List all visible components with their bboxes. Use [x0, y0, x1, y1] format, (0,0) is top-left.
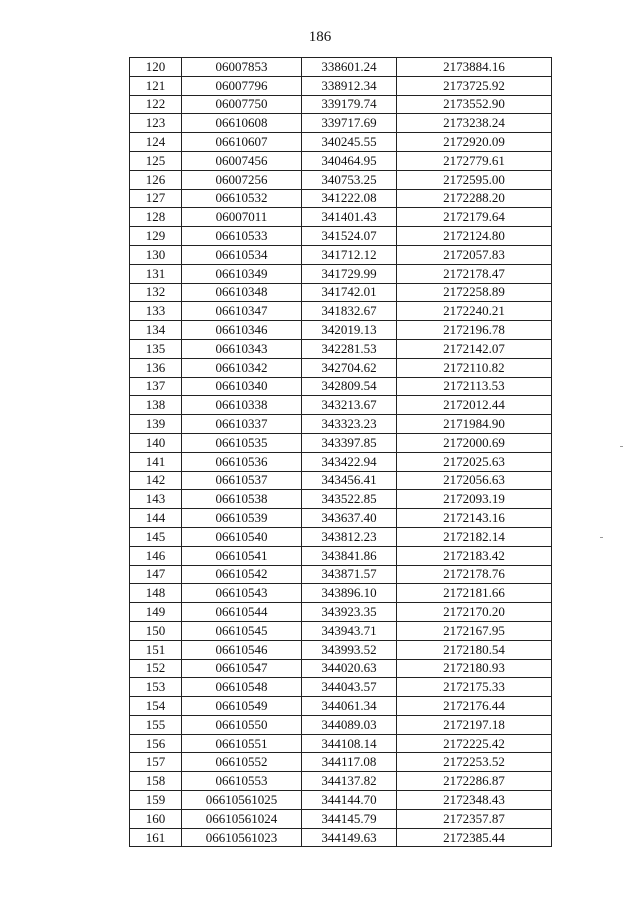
point-number-cell: 156: [130, 734, 182, 753]
object-code-cell: 06610349: [182, 264, 302, 283]
y-coordinate-cell: 2172012.44: [397, 396, 552, 415]
y-coordinate-cell: 2172025.63: [397, 452, 552, 471]
y-coordinate-cell: 2172240.21: [397, 302, 552, 321]
table-row: [130, 170, 552, 189]
point-number-cell: 141: [130, 452, 182, 471]
point-number-cell: 145: [130, 527, 182, 546]
table-row: [130, 245, 552, 264]
x-coordinate-cell: 340753.25: [302, 170, 397, 189]
x-coordinate-cell: 342809.54: [302, 377, 397, 396]
x-coordinate-cell: 343871.57: [302, 565, 397, 584]
object-code-cell: 06007456: [182, 151, 302, 170]
x-coordinate-cell: 343522.85: [302, 490, 397, 509]
x-coordinate-cell: 343397.85: [302, 433, 397, 452]
x-coordinate-cell: 342019.13: [302, 321, 397, 340]
object-code-cell: 06610542: [182, 565, 302, 584]
object-code-cell: 06610535: [182, 433, 302, 452]
y-coordinate-cell: 2172167.95: [397, 621, 552, 640]
x-coordinate-cell: 344144.70: [302, 791, 397, 810]
y-coordinate-cell: 2172182.14: [397, 527, 552, 546]
y-coordinate-cell: 2172178.76: [397, 565, 552, 584]
y-coordinate-cell: 2172225.42: [397, 734, 552, 753]
table-row: [130, 828, 552, 847]
x-coordinate-cell: 338912.34: [302, 76, 397, 95]
object-code-cell: 06610553: [182, 772, 302, 791]
table-row: [130, 791, 552, 810]
point-number-cell: 152: [130, 659, 182, 678]
point-number-cell: 151: [130, 640, 182, 659]
y-coordinate-cell: 2172057.83: [397, 245, 552, 264]
point-number-cell: 158: [130, 772, 182, 791]
table-row: [130, 151, 552, 170]
point-number-cell: 160: [130, 809, 182, 828]
object-code-cell: 06610543: [182, 584, 302, 603]
x-coordinate-cell: 341832.67: [302, 302, 397, 321]
object-code-cell: 06610550: [182, 715, 302, 734]
y-coordinate-cell: 2172258.89: [397, 283, 552, 302]
x-coordinate-cell: 344145.79: [302, 809, 397, 828]
y-coordinate-cell: 2172142.07: [397, 339, 552, 358]
table-row: [130, 396, 552, 415]
point-number-cell: 133: [130, 302, 182, 321]
y-coordinate-cell: 2172170.20: [397, 603, 552, 622]
table-row: [130, 471, 552, 490]
x-coordinate-cell: 339179.74: [302, 95, 397, 114]
table-row: [130, 715, 552, 734]
point-number-cell: 124: [130, 133, 182, 152]
point-number-cell: 137: [130, 377, 182, 396]
object-code-cell: 06007011: [182, 208, 302, 227]
table-row: [130, 546, 552, 565]
y-coordinate-cell: 2172181.66: [397, 584, 552, 603]
object-code-cell: 06610546: [182, 640, 302, 659]
point-number-cell: 123: [130, 114, 182, 133]
table-row: [130, 321, 552, 340]
x-coordinate-cell: 342281.53: [302, 339, 397, 358]
x-coordinate-cell: 341712.12: [302, 245, 397, 264]
y-coordinate-cell: 2172348.43: [397, 791, 552, 810]
table-row: [130, 565, 552, 584]
y-coordinate-cell: 2172180.93: [397, 659, 552, 678]
point-number-cell: 127: [130, 189, 182, 208]
point-number-cell: 128: [130, 208, 182, 227]
point-number-cell: 146: [130, 546, 182, 565]
y-coordinate-cell: 2172056.63: [397, 471, 552, 490]
object-code-cell: 06007796: [182, 76, 302, 95]
x-coordinate-cell: 343923.35: [302, 603, 397, 622]
x-coordinate-cell: 343896.10: [302, 584, 397, 603]
y-coordinate-cell: 2172176.44: [397, 697, 552, 716]
x-coordinate-cell: 343841.86: [302, 546, 397, 565]
coordinates-table-container: [129, 57, 552, 847]
object-code-cell: 06610540: [182, 527, 302, 546]
object-code-cell: 06610549: [182, 697, 302, 716]
x-coordinate-cell: 340245.55: [302, 133, 397, 152]
table-row: [130, 584, 552, 603]
table-row: [130, 640, 552, 659]
table-row: [130, 659, 552, 678]
object-code-cell: 06610342: [182, 358, 302, 377]
x-coordinate-cell: 344108.14: [302, 734, 397, 753]
point-number-cell: 147: [130, 565, 182, 584]
x-coordinate-cell: 341222.08: [302, 189, 397, 208]
y-coordinate-cell: 2171984.90: [397, 415, 552, 434]
y-coordinate-cell: 2173238.24: [397, 114, 552, 133]
point-number-cell: 126: [130, 170, 182, 189]
table-row: [130, 527, 552, 546]
y-coordinate-cell: 2172595.00: [397, 170, 552, 189]
point-number-cell: 132: [130, 283, 182, 302]
table-row: [130, 189, 552, 208]
y-coordinate-cell: 2172180.54: [397, 640, 552, 659]
x-coordinate-cell: 343812.23: [302, 527, 397, 546]
y-coordinate-cell: 2172288.20: [397, 189, 552, 208]
point-number-cell: 129: [130, 227, 182, 246]
table-row: [130, 264, 552, 283]
table-row: [130, 95, 552, 114]
y-coordinate-cell: 2172110.82: [397, 358, 552, 377]
table-row: [130, 76, 552, 95]
point-number-cell: 150: [130, 621, 182, 640]
x-coordinate-cell: 344149.63: [302, 828, 397, 847]
point-number-cell: 157: [130, 753, 182, 772]
y-coordinate-cell: 2172143.16: [397, 509, 552, 528]
table-row: [130, 358, 552, 377]
x-coordinate-cell: 338601.24: [302, 58, 397, 77]
point-number-cell: 159: [130, 791, 182, 810]
point-number-cell: 143: [130, 490, 182, 509]
x-coordinate-cell: 344061.34: [302, 697, 397, 716]
y-coordinate-cell: 2172779.61: [397, 151, 552, 170]
y-coordinate-cell: 2172093.19: [397, 490, 552, 509]
object-code-cell: 06610541: [182, 546, 302, 565]
object-code-cell: 06610608: [182, 114, 302, 133]
point-number-cell: 139: [130, 415, 182, 434]
x-coordinate-cell: 343213.67: [302, 396, 397, 415]
table-row: [130, 208, 552, 227]
y-coordinate-cell: 2173884.16: [397, 58, 552, 77]
object-code-cell: 06610338: [182, 396, 302, 415]
x-coordinate-cell: 344020.63: [302, 659, 397, 678]
y-coordinate-cell: 2172196.78: [397, 321, 552, 340]
point-number-cell: 140: [130, 433, 182, 452]
object-code-cell: 06610533: [182, 227, 302, 246]
table-row: [130, 58, 552, 77]
object-code-cell: 06007256: [182, 170, 302, 189]
y-coordinate-cell: 2172000.69: [397, 433, 552, 452]
point-number-cell: 144: [130, 509, 182, 528]
point-number-cell: 161: [130, 828, 182, 847]
object-code-cell: 06610538: [182, 490, 302, 509]
object-code-cell: 06007750: [182, 95, 302, 114]
object-code-cell: 06610337: [182, 415, 302, 434]
point-number-cell: 148: [130, 584, 182, 603]
point-number-cell: 121: [130, 76, 182, 95]
point-number-cell: 131: [130, 264, 182, 283]
table-row: [130, 415, 552, 434]
x-coordinate-cell: 344089.03: [302, 715, 397, 734]
object-code-cell: 06610537: [182, 471, 302, 490]
table-row: [130, 433, 552, 452]
point-number-cell: 155: [130, 715, 182, 734]
object-code-cell: 06610346: [182, 321, 302, 340]
x-coordinate-cell: 339717.69: [302, 114, 397, 133]
table-row: [130, 114, 552, 133]
y-coordinate-cell: 2172124.80: [397, 227, 552, 246]
table-row: [130, 283, 552, 302]
point-number-cell: 135: [130, 339, 182, 358]
object-code-cell: 06610532: [182, 189, 302, 208]
point-number-cell: 125: [130, 151, 182, 170]
table-row: [130, 227, 552, 246]
y-coordinate-cell: 2172253.52: [397, 753, 552, 772]
x-coordinate-cell: 343323.23: [302, 415, 397, 434]
point-number-cell: 154: [130, 697, 182, 716]
table-row: [130, 452, 552, 471]
point-number-cell: 142: [130, 471, 182, 490]
point-number-cell: 153: [130, 678, 182, 697]
y-coordinate-cell: 2172183.42: [397, 546, 552, 565]
table-row: [130, 603, 552, 622]
x-coordinate-cell: 342704.62: [302, 358, 397, 377]
object-code-cell: 06610561023: [182, 828, 302, 847]
x-coordinate-cell: 344117.08: [302, 753, 397, 772]
y-coordinate-cell: 2172175.33: [397, 678, 552, 697]
table-row: [130, 302, 552, 321]
y-coordinate-cell: 2172286.87: [397, 772, 552, 791]
object-code-cell: 06610536: [182, 452, 302, 471]
object-code-cell: 06610548: [182, 678, 302, 697]
object-code-cell: 06610547: [182, 659, 302, 678]
table-row: [130, 697, 552, 716]
y-coordinate-cell: 2172197.18: [397, 715, 552, 734]
x-coordinate-cell: 343637.40: [302, 509, 397, 528]
y-coordinate-cell: 2173725.92: [397, 76, 552, 95]
table-row: [130, 377, 552, 396]
coordinates-table: [129, 57, 552, 847]
point-number-cell: 122: [130, 95, 182, 114]
x-coordinate-cell: 341742.01: [302, 283, 397, 302]
x-coordinate-cell: 344137.82: [302, 772, 397, 791]
margin-mark: [620, 446, 623, 447]
y-coordinate-cell: 2172179.64: [397, 208, 552, 227]
point-number-cell: 120: [130, 58, 182, 77]
table-row: [130, 734, 552, 753]
object-code-cell: 06610343: [182, 339, 302, 358]
table-row: [130, 490, 552, 509]
y-coordinate-cell: 2172920.09: [397, 133, 552, 152]
table-row: [130, 678, 552, 697]
margin-mark: [600, 537, 603, 538]
x-coordinate-cell: 343943.71: [302, 621, 397, 640]
object-code-cell: 06610348: [182, 283, 302, 302]
object-code-cell: 06610545: [182, 621, 302, 640]
object-code-cell: 06610552: [182, 753, 302, 772]
x-coordinate-cell: 344043.57: [302, 678, 397, 697]
x-coordinate-cell: 343422.94: [302, 452, 397, 471]
table-row: [130, 753, 552, 772]
point-number-cell: 149: [130, 603, 182, 622]
x-coordinate-cell: 343993.52: [302, 640, 397, 659]
table-row: [130, 621, 552, 640]
point-number-cell: 130: [130, 245, 182, 264]
object-code-cell: 06610539: [182, 509, 302, 528]
object-code-cell: 06610551: [182, 734, 302, 753]
table-row: [130, 772, 552, 791]
object-code-cell: 06610561024: [182, 809, 302, 828]
object-code-cell: 06610544: [182, 603, 302, 622]
x-coordinate-cell: 341729.99: [302, 264, 397, 283]
object-code-cell: 06610340: [182, 377, 302, 396]
point-number-cell: 136: [130, 358, 182, 377]
table-row: [130, 809, 552, 828]
object-code-cell: 06610561025: [182, 791, 302, 810]
table-body: [130, 58, 552, 847]
y-coordinate-cell: 2173552.90: [397, 95, 552, 114]
x-coordinate-cell: 340464.95: [302, 151, 397, 170]
point-number-cell: 134: [130, 321, 182, 340]
x-coordinate-cell: 341524.07: [302, 227, 397, 246]
x-coordinate-cell: 341401.43: [302, 208, 397, 227]
table-row: [130, 133, 552, 152]
point-number-cell: 138: [130, 396, 182, 415]
page-number: 186: [308, 29, 332, 45]
y-coordinate-cell: 2172357.87: [397, 809, 552, 828]
object-code-cell: 06610347: [182, 302, 302, 321]
x-coordinate-cell: 343456.41: [302, 471, 397, 490]
object-code-cell: 06610607: [182, 133, 302, 152]
y-coordinate-cell: 2172113.53: [397, 377, 552, 396]
table-row: [130, 509, 552, 528]
y-coordinate-cell: 2172178.47: [397, 264, 552, 283]
object-code-cell: 06610534: [182, 245, 302, 264]
y-coordinate-cell: 2172385.44: [397, 828, 552, 847]
table-row: [130, 339, 552, 358]
object-code-cell: 06007853: [182, 58, 302, 77]
